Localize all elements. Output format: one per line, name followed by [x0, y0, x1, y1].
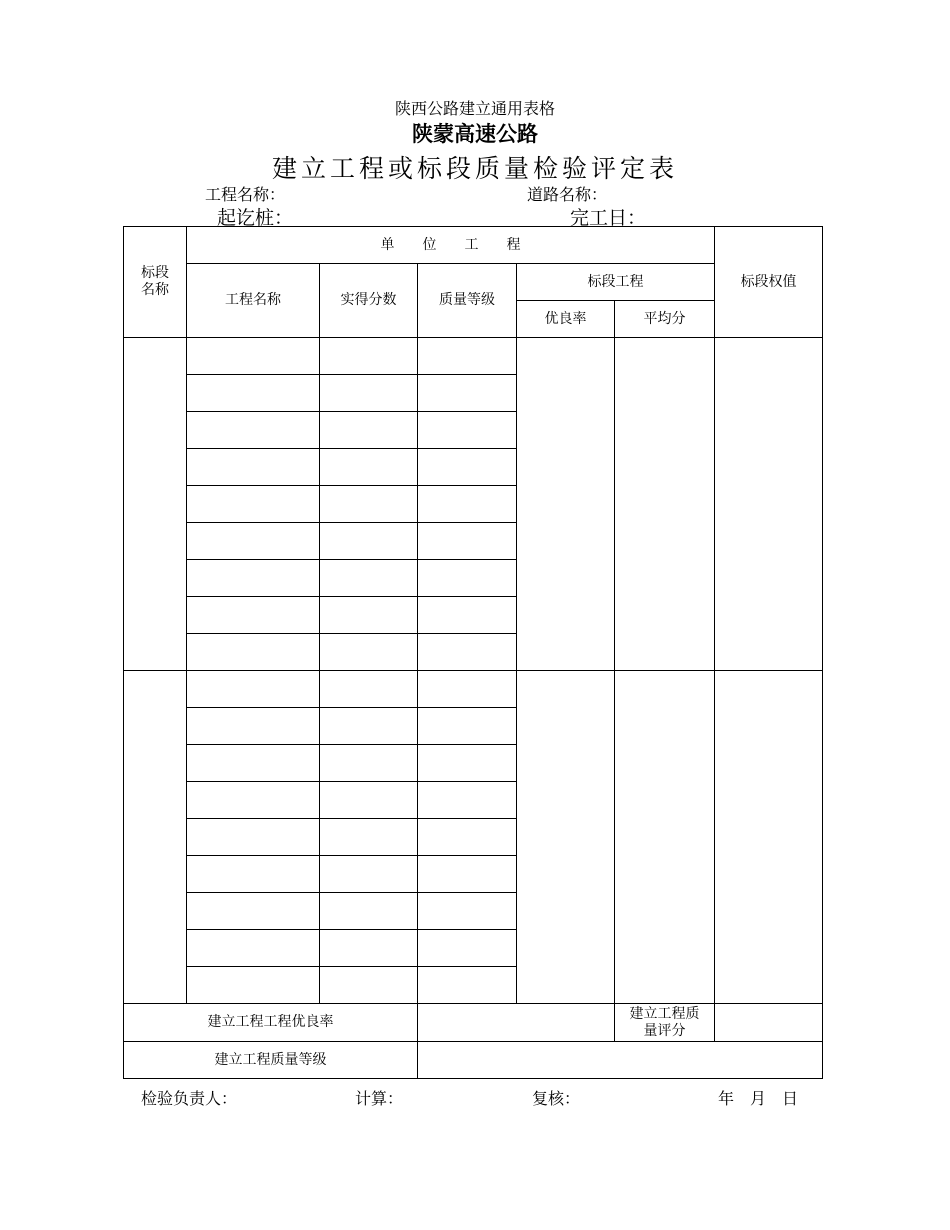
excellent-rate-summary-value[interactable]: [418, 1004, 615, 1042]
unit-project-header: 单 位 工 程: [187, 227, 715, 264]
score-cell[interactable]: [320, 560, 418, 597]
project-name-cell[interactable]: [187, 671, 320, 708]
project-name-cell[interactable]: [187, 782, 320, 819]
project-name-cell[interactable]: [187, 338, 320, 375]
score-cell[interactable]: [320, 375, 418, 412]
project-name-cell[interactable]: [187, 856, 320, 893]
grade-cell[interactable]: [418, 597, 517, 634]
section-weight-cell[interactable]: [715, 671, 823, 1004]
grade-cell[interactable]: [418, 486, 517, 523]
project-name-cell[interactable]: [187, 634, 320, 671]
grade-cell[interactable]: [418, 523, 517, 560]
project-name-header: 工程名称: [187, 264, 320, 338]
form-title: 建立工程或标段质量检验评定表: [271, 154, 678, 183]
score-cell[interactable]: [320, 967, 418, 1004]
evaluation-table: [123, 226, 823, 1079]
section-name-header: 标段 名称: [124, 227, 187, 338]
score-cell[interactable]: [320, 856, 418, 893]
excellent-rate-summary-label: 建立工程工程优良率: [124, 1004, 418, 1042]
project-name-cell[interactable]: [187, 967, 320, 1004]
grade-cell[interactable]: [418, 412, 517, 449]
project-name-label: 工程名称：: [205, 185, 286, 204]
project-name-cell[interactable]: [187, 745, 320, 782]
grade-cell[interactable]: [418, 930, 517, 967]
grade-cell[interactable]: [418, 856, 517, 893]
project-title: 陕蒙高速公路: [412, 122, 538, 146]
score-cell[interactable]: [320, 597, 418, 634]
score-cell[interactable]: [320, 930, 418, 967]
quality-grade-summary-value[interactable]: [418, 1042, 823, 1079]
grade-cell[interactable]: [418, 338, 517, 375]
average-score-cell[interactable]: [615, 338, 715, 671]
form-series-title: 陕西公路建立通用表格: [394, 99, 555, 118]
completion-date-label: 完工日：: [570, 207, 647, 229]
score-cell[interactable]: [320, 634, 418, 671]
quality-score-label: 建立工程质 量评分: [615, 1004, 715, 1042]
start-end-stake-label: 起讫桩：: [217, 207, 294, 229]
score-cell[interactable]: [320, 782, 418, 819]
road-name-label: 道路名称：: [527, 185, 608, 204]
grade-cell[interactable]: [418, 375, 517, 412]
section-weight-cell[interactable]: [715, 338, 823, 671]
calculation-label: 计算：: [355, 1089, 404, 1108]
grade-cell[interactable]: [418, 745, 517, 782]
average-score-cell[interactable]: [615, 671, 715, 1004]
excellent-rate-header: 优良率: [517, 301, 615, 338]
project-name-cell[interactable]: [187, 708, 320, 745]
section-name-cell[interactable]: [124, 338, 187, 671]
score-cell[interactable]: [320, 412, 418, 449]
grade-cell[interactable]: [418, 560, 517, 597]
section-weight-header: 标段权值: [715, 227, 823, 338]
score-header: 实得分数: [320, 264, 418, 338]
score-cell[interactable]: [320, 819, 418, 856]
score-cell[interactable]: [320, 708, 418, 745]
grade-cell[interactable]: [418, 893, 517, 930]
date-label: 年 月 日: [718, 1089, 799, 1108]
project-name-cell[interactable]: [187, 412, 320, 449]
grade-cell[interactable]: [418, 634, 517, 671]
score-cell[interactable]: [320, 486, 418, 523]
score-cell[interactable]: [320, 523, 418, 560]
project-name-cell[interactable]: [187, 375, 320, 412]
score-cell[interactable]: [320, 893, 418, 930]
excellent-rate-cell[interactable]: [517, 338, 615, 671]
score-cell[interactable]: [320, 338, 418, 375]
grade-cell[interactable]: [418, 819, 517, 856]
grade-cell[interactable]: [418, 671, 517, 708]
grade-cell[interactable]: [418, 967, 517, 1004]
score-cell[interactable]: [320, 671, 418, 708]
quality-grade-summary-label: 建立工程质量等级: [124, 1042, 418, 1079]
section-name-cell[interactable]: [124, 671, 187, 1004]
excellent-rate-cell[interactable]: [517, 671, 615, 1004]
score-cell[interactable]: [320, 449, 418, 486]
grade-cell[interactable]: [418, 708, 517, 745]
project-name-cell[interactable]: [187, 486, 320, 523]
project-name-cell[interactable]: [187, 930, 320, 967]
review-label: 复核：: [532, 1089, 581, 1108]
project-name-cell[interactable]: [187, 819, 320, 856]
section-project-header: 标段工程: [517, 264, 715, 301]
grade-cell[interactable]: [418, 782, 517, 819]
quality-grade-header: 质量等级: [418, 264, 517, 338]
project-name-cell[interactable]: [187, 597, 320, 634]
quality-score-value[interactable]: [715, 1004, 823, 1042]
project-name-cell[interactable]: [187, 449, 320, 486]
grade-cell[interactable]: [418, 449, 517, 486]
score-cell[interactable]: [320, 745, 418, 782]
inspector-label: 检验负责人：: [141, 1089, 238, 1108]
project-name-cell[interactable]: [187, 523, 320, 560]
average-score-header: 平均分: [615, 301, 715, 338]
project-name-cell[interactable]: [187, 893, 320, 930]
project-name-cell[interactable]: [187, 560, 320, 597]
